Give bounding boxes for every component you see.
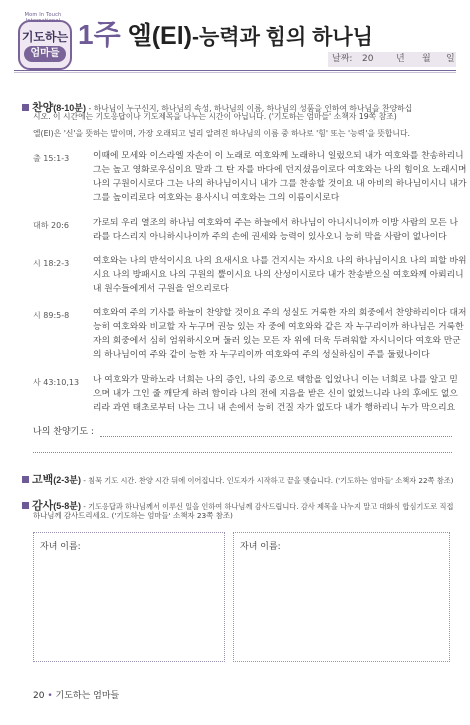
praise-intro: 엘(El)은 '신'을 뜻하는 말이며, 가장 오래되고 널리 알려진 하나님의 이름 중 하나로 '힘' 또는 '능력'을 뜻합니다. xyxy=(33,129,410,138)
square-bullet-icon xyxy=(22,104,29,111)
thanks-heading: 감사 xyxy=(32,500,54,512)
verse-line: 나의 구원이시로다 그는 나의 하나님이시니 내가 그를 찬송할 것이요 내 아비의 하나님이시니 내가 xyxy=(93,179,467,189)
verse-line: 가로되 우리 열조의 하나님 여호와여 주는 하늘에서 하나님이 아니시니이까 이방 사람의 모든 나 xyxy=(93,218,458,228)
verse-line: 능히 여호와와 비교할 자 누구며 권능 있는 자 중에 여호와와 같은 자 누구리이까 하나님은 거룩한 xyxy=(93,322,464,332)
date-field[interactable] xyxy=(328,52,456,67)
verse-text xyxy=(93,216,458,244)
verse-ref: 대하 20:6 xyxy=(33,221,69,230)
verse-line: 여호와는 나의 반석이시요 나의 요새시요 나를 건지시는 자시요 나의 하나님이시요 나의 피할 바위 xyxy=(93,256,467,266)
thanks-desc-1: - 기도응답과 하나님께서 이루신 일을 인하여 하나님께 감사드립니다. 감사 제목을 나누지 말고 대화식 합심기도로 직접 xyxy=(80,502,454,511)
verse-line: 그는 높고 영화로우심이요 말과 그 탄 자를 바다에 던지셨음이로다 여호와는 나의 힘이요 노래시며 xyxy=(93,165,467,175)
praise-desc-1: - 하나님이 누구신지, 하나님의 속성, 하나님의 이름, 하나님의 성품을 인하여 하나님을 찬양하십 xyxy=(85,104,413,113)
verse-text xyxy=(93,149,466,205)
verse-line: 여호와여 주의 기사를 하늘이 찬양할 것이요 주의 성실도 거룩한 자의 회중에서 찬양하리이다 대저 xyxy=(93,308,467,318)
prayer-writing-line[interactable] xyxy=(100,436,452,437)
verse-line: 리라 과연 태초로부터 나는 그니 내 손에서 능히 건질 자가 없도다 내가 행하리니 누가 막으리요 xyxy=(93,403,456,413)
confession-time: (2-3분) xyxy=(53,475,81,485)
verse-ref: 사 43:10,13 xyxy=(33,378,80,387)
thanks-desc-2: 하나님께 감사드리세요. ('기도하는 엄마들' 소책자 23쪽 참조) xyxy=(33,511,233,520)
verse-line: 이때에 모세와 이스라엘 자손이 이 노래로 여호와께 노래하니 일렀으되 내가 여호와를 찬송하리니 xyxy=(93,151,464,161)
verse-line: 시요 나의 방패시요 나의 구원의 뿔이시요 나의 산성이시로다 내가 찬송받으실 여호와께 아뢰리니 xyxy=(93,270,464,280)
prayer-writing-line[interactable] xyxy=(33,452,452,453)
verse-line: 내 원수들에게서 구원을 얻으리로다 xyxy=(93,284,229,294)
verse-line: 의 하나님이여 주와 같이 능한 자 누구리이까 여호와여 주의 성실하심이 주를 둘렀나이다 xyxy=(93,350,430,360)
title-main: 엘(El) xyxy=(127,22,192,50)
verse-line: 그를 높이리로다 여호와는 용사시니 여호와는 그의 이름이시로다 xyxy=(93,193,340,203)
week-number: 1주 xyxy=(78,19,121,50)
verse-line: 자의 회중에서 심히 엄위하시오며 둘러 있는 모든 자 위에 더욱 두려워할 자시니이다 여호와 만군 xyxy=(93,336,461,346)
logo-line-2: 엄마들 xyxy=(24,46,66,62)
praise-desc-2: 시오. 이 시간에는 기도응답이나 기도제목을 나누는 시간이 아닙니다. ('기도하는 엄마들' 소책자 19쪽 참조) xyxy=(33,112,397,121)
footer-bullet-icon: • xyxy=(47,691,53,701)
date-label: 날짜: xyxy=(332,54,353,64)
date-year-unit: 년 xyxy=(396,54,405,64)
date-year-prefix: 20 xyxy=(362,54,374,64)
verse-ref: 시 18:2-3 xyxy=(33,259,70,268)
verse-line: 으며 내가 그인 줄 깨닫게 하려 함이라 나의 전에 지음을 받은 신이 없었느니라 나의 후에도 없으 xyxy=(93,389,458,399)
square-bullet-icon xyxy=(22,502,29,509)
verse-text xyxy=(93,254,466,296)
logo-line-1: 기도하는 xyxy=(21,30,69,44)
praise-heading: 찬양 xyxy=(32,102,54,114)
child-name-label: 자녀 이름: xyxy=(40,542,81,552)
header-divider xyxy=(14,70,456,71)
child-thanks-box-1[interactable] xyxy=(33,532,225,662)
logo-small-text: Mom In Touch xyxy=(24,12,62,18)
square-bullet-icon xyxy=(22,476,29,483)
my-prayer-label: 나의 찬양기도 : xyxy=(33,427,94,437)
verse-line: 나 여호와가 말하노라 너희는 나의 증인, 나의 종으로 택함을 입었나니 이는 너희로 나를 알고 믿 xyxy=(93,375,458,385)
footer-book-title: 기도하는 엄마들 xyxy=(55,691,120,701)
date-month-unit: 월 xyxy=(422,54,431,64)
page-title xyxy=(78,20,373,53)
brand-logo xyxy=(12,12,74,74)
verse-ref: 출 15:1-3 xyxy=(33,154,70,163)
thanks-time: (5-8분) xyxy=(53,501,81,511)
confession-heading: 고백 xyxy=(32,474,54,486)
logo-badge xyxy=(18,20,72,70)
verse-text xyxy=(93,373,458,415)
child-name-label: 자녀 이름: xyxy=(240,542,281,552)
verse-text xyxy=(93,306,466,362)
page-footer xyxy=(33,688,119,701)
confession-desc: - 침묵 기도 시간. 찬양 시간 뒤에 이어집니다. 인도자가 시작하고 끝을 맺습니다. ('기도하는 엄마들' 소책자 22쪽 참조) xyxy=(80,476,454,485)
header-divider-2 xyxy=(14,72,456,73)
praise-time: (8-10분) xyxy=(53,103,86,113)
verse-line: 라를 다스리지 아니하시나이까 주의 손에 권세와 능력이 있사오니 능히 막을 사람이 없나이다 xyxy=(93,232,447,242)
title-rest: -능력과 힘의 하나님 xyxy=(192,26,373,49)
date-day-unit: 일 xyxy=(446,54,455,64)
confession-header xyxy=(22,468,453,487)
page-number: 20 xyxy=(33,691,45,701)
child-thanks-box-2[interactable] xyxy=(233,532,450,662)
verse-ref: 시 89:5-8 xyxy=(33,311,70,320)
